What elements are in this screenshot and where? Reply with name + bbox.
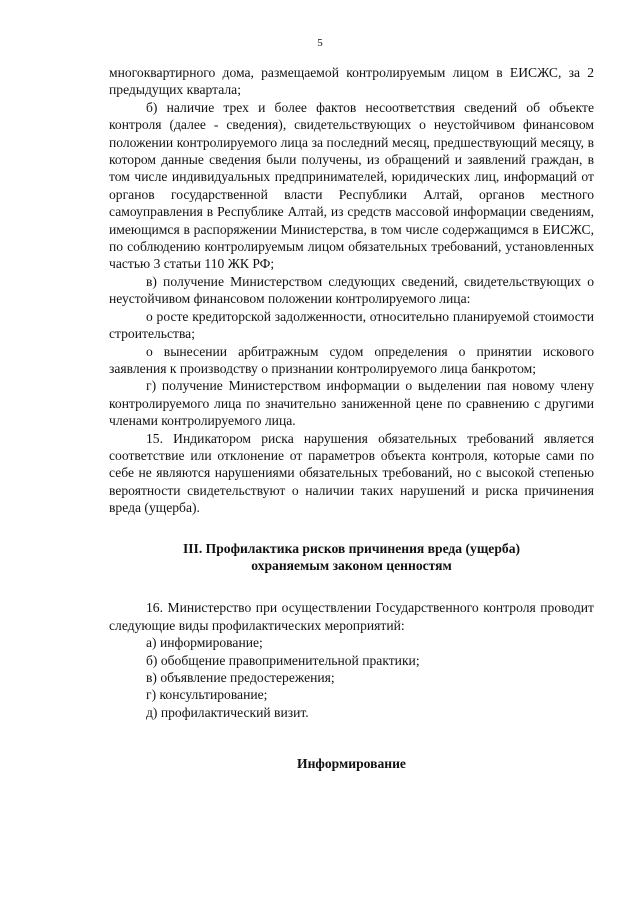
subheading-informing: Информирование	[297, 756, 406, 772]
paragraph-continuation: многоквартирного дома, размещаемой контролируемым лицом в ЕИСЖС, за 2 предыдущих квартала;	[109, 65, 594, 98]
list-item-d: д) профилактический визит.	[146, 704, 309, 720]
list-item-a: а) информирование;	[146, 635, 263, 651]
list-item-b: б) обобщение правоприменительной практики;	[146, 652, 420, 668]
list-item-v: в) объявление предостережения;	[146, 670, 335, 685]
paragraph-item-16: 16. Министерство при осуществлении Государственного контроля проводит следующие виды профилактических мероприятий:	[109, 600, 594, 633]
paragraph-v: в) получение Министерством следующих сведений, свидетельствующих о неустойчивом финансовом положении контролируемого лица:	[109, 273, 594, 307]
paragraph-g: г) получение Министерством информации о выделении пая новому члену контролируемого лица по значительно заниженной цене по сравнению с другими членами контролируемого лица.	[109, 378, 594, 429]
section-heading-line-2: охраняемым законом ценностям	[251, 557, 452, 573]
paragraph-b: б) наличие трех и более фактов несоответствия сведений об объекте контроля (далее - сведения), свидетельствующих о неустойчивом финансовом положении контролируемого лица за последний месяц, предшествующий месяцу, в котором данные сведения были получены, из обращений и заявлений граждан, в том числе индивидуальных предпринимателей, юридических лиц, информаций от органов государственной власти Республики Алтай, органов местного самоуправления в Республике Алтай, из средств массовой информации сведениям, имеющимся в распоряжении Министерства, в том числе содержащимся в ЕИСЖС, по соблюдению контролируемым лицом обязательных требований, установленных частью 3 статьи 110 ЖК РФ;	[109, 99, 594, 272]
section-heading	[109, 540, 594, 575]
paragraph-item-15: 15. Индикатором риска нарушения обязательных требований является соответствие или отклонение от параметров объекта контроля, которые сами по себе не являются нарушениями обязательных требований, но с высокой степенью вероятности свидетельствуют о наличии таких нарушений и риска причинения вреда (ущерба).	[109, 430, 594, 516]
page-number: 5	[317, 37, 323, 49]
section-heading-line-1: III. Профилактика рисков причинения вреда (ущерба)	[182, 540, 521, 556]
paragraph-creditor-debt: о росте кредиторской задолженности, относительно планируемой стоимости строительства;	[109, 308, 594, 342]
list-item-g: г) консультирование;	[146, 687, 268, 703]
paragraph-bankruptcy: о вынесении арбитражным судом определения о принятии искового заявления к производству о признании контролируемого лица банкротом;	[109, 343, 594, 376]
document-body	[109, 64, 594, 773]
